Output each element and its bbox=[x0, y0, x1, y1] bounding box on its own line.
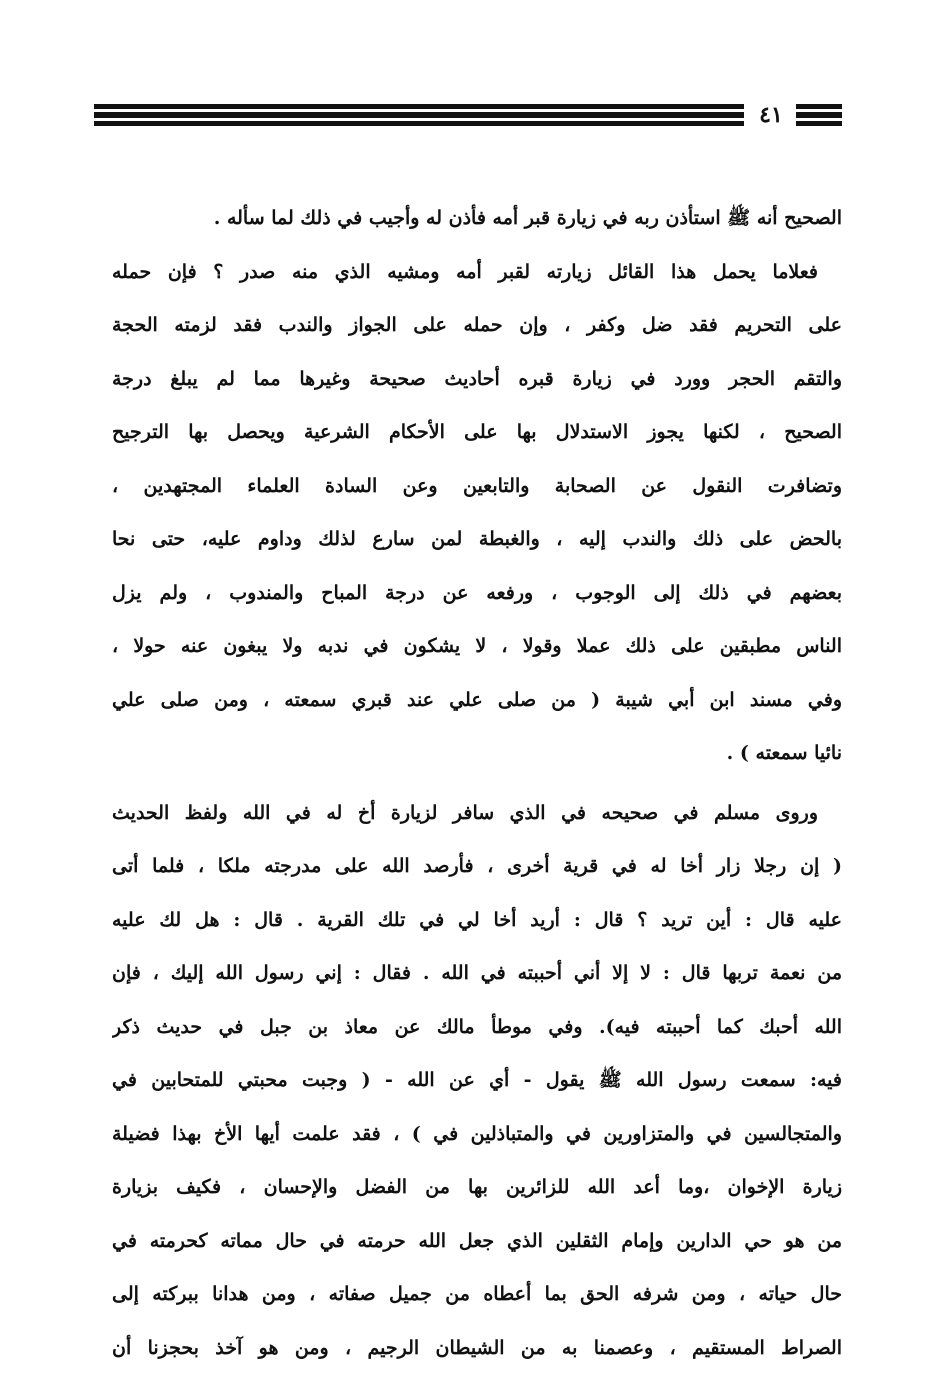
header-side-rule-middle bbox=[796, 112, 842, 118]
header-rule-bottom bbox=[94, 121, 744, 126]
text-line: وفي مسند ابن أبي شيبة ( من صلى علي عند قبري سمعته ، ومن صلى علي bbox=[112, 688, 842, 711]
text-line: حال حياته ، ومن شرفه الحق بما أعطاه من جميل صفاته ، ومن هدانا ببركته إلى bbox=[112, 1283, 842, 1305]
text-line: فعلاما يحمل هذا القائل زيارته لقبر أمه ومشيه الذي منه صدر ؟ فإن حمله bbox=[112, 260, 818, 283]
page-header bbox=[94, 100, 842, 130]
text-line: من نعمة تربها قال : لا إلا أني أحببته في الله . فقال : إني رسول الله إليك ، فإن bbox=[112, 962, 842, 984]
text-line: نائيا سمعته ) . bbox=[726, 742, 842, 764]
text-line: زيارة الإخوان ،وما أعد الله للزائرين بها من الفضل والإحسان ، فكيف بزيارة bbox=[112, 1176, 842, 1198]
text-line: من هو حي الدارين وإمام الثقلين الذي جعل الله حرمته في حال مماته كحرمته في bbox=[112, 1229, 842, 1252]
text-line: الصحيح أنه ﷺ استأذن ربه في زيارة قبر أمه فأذن له وأجيب في ذلك لما سأله . bbox=[213, 207, 842, 229]
page-number: ٤١ bbox=[759, 102, 783, 128]
text-line: فيه: سمعت رسول الله ﷺ يقول - أي عن الله - ( وجبت محبتي للمتحابين في bbox=[112, 1069, 842, 1091]
header-rule-middle bbox=[94, 112, 744, 118]
text-line: الصراط المستقيم ، وعصمنا به من الشيطان الرجيم ، ومن هو آخذ بحجزنا أن bbox=[112, 1336, 842, 1359]
text-line: والتقم الحجر وورد في زيارة قبره أحاديث صحيحة وغيرها مما لم يبلغ درجة bbox=[112, 367, 842, 390]
text-line: وتضافرت النقول عن الصحابة والتابعين وعن السادة العلماء المجتهدين ، bbox=[112, 474, 842, 497]
header-side-rule-bottom bbox=[796, 121, 842, 126]
text-line: عليه قال : أين تريد ؟ قال : أريد أخا لي في تلك القرية . قال : هل لك عليه bbox=[112, 908, 842, 931]
text-line: بعضهم في ذلك إلى الوجوب ، ورفعه عن درجة المباح والمندوب ، ولم يزل bbox=[112, 581, 842, 604]
text-line: الناس مطبقين على ذلك عملا وقولا ، لا يشكون في ندبه ولا يبغون عنه حولا ، bbox=[112, 635, 842, 657]
text-line: والمتجالسين في والمتزاورين في والمتباذلين في ) ، فقد علمت أيها الأخ بهذا فضيلة bbox=[112, 1122, 842, 1145]
body-text bbox=[112, 192, 842, 1375]
text-line: بالحض على ذلك والندب إليه ، والغبطة لمن سارع لذلك وداوم عليه، حتى نحا bbox=[112, 528, 842, 550]
text-line: على التحريم فقد ضل وكفر ، وإن حمله على الجواز والندب فقد لزمته الحجة bbox=[112, 314, 842, 336]
header-rule-top bbox=[94, 104, 744, 109]
header-side-rule-top bbox=[796, 104, 842, 109]
text-line: وروى مسلم في صحيحه في الذي سافر لزيارة أخ له في الله ولفظ الحديث bbox=[112, 801, 818, 824]
text-line: ( إن رجلا زار أخا له في قرية أخرى ، فأرصد الله على مدرجته ملكا ، فلما أتى bbox=[112, 855, 842, 877]
text-line: الله أحبك كما أحببته فيه). وفي موطأ مالك عن معاذ بن جبل في حديث ذكر bbox=[112, 1015, 842, 1038]
text-line: الصحيح ، لكنها يجوز الاستدلال بها على الأحكام الشرعية ويحصل بها الترجيح bbox=[112, 421, 842, 443]
